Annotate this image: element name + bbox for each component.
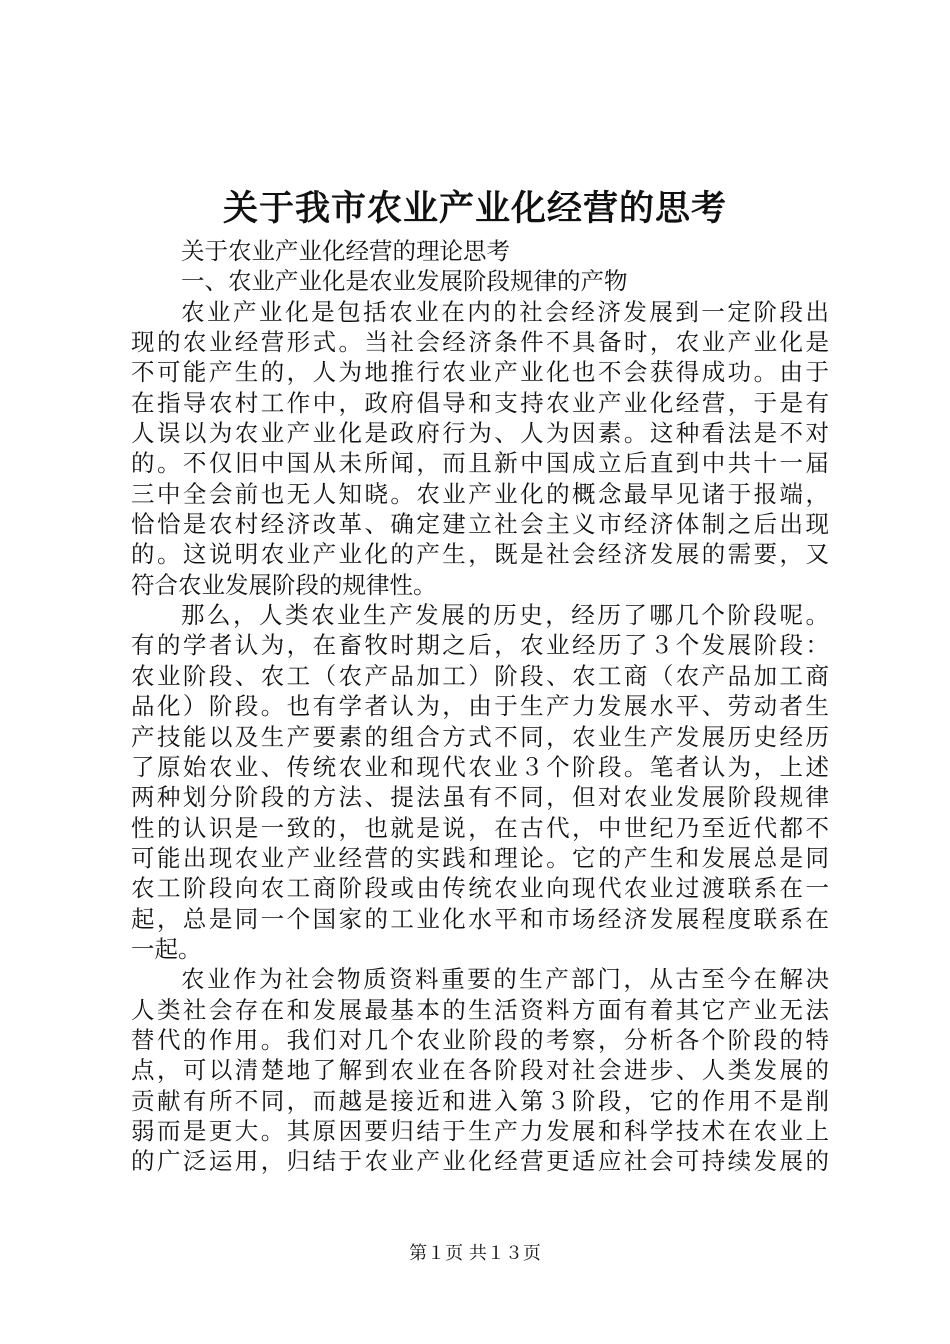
text-line: 的。这说明农业产业化的产生，既是社会经济发展的需要，又 xyxy=(131,540,829,569)
text-line: 农业作为社会物质资料重要的生产部门，从古至今在解决 xyxy=(181,965,829,994)
text-line: 的。不仅旧中国从未所闻，而且新中国成立后直到中共十一届 xyxy=(131,449,829,478)
text-line: 在指导农村工作中，政府倡导和支持农业产业化经营，于是有 xyxy=(131,388,829,417)
text-line: 农工阶段向农工商阶段或由传统农业向现代农业过渡联系在一 xyxy=(131,874,829,903)
text-line: 产技能以及生产要素的组合方式不同，农业生产发展历史经历 xyxy=(131,722,829,751)
text-line: 三中全会前也无人知晓。农业产业化的概念最早见诸于报端， xyxy=(131,479,829,508)
text-line: 点，可以清楚地了解到农业在各阶段对社会进步、人类发展的 xyxy=(131,1056,829,1085)
text-line: 恰恰是农村经济改革、确定建立社会主义市经济体制之后出现 xyxy=(131,510,829,539)
document-body xyxy=(131,236,829,1177)
page-number-footer: 第１页 共１３页 xyxy=(409,1243,541,1264)
text-line: 的广泛运用，归结于农业产业化经营更适应社会可持续发展的 xyxy=(131,1147,829,1176)
text-line: 两种划分阶段的方法、提法虽有不同，但对农业发展阶段规律 xyxy=(131,783,829,812)
text-line: 人类社会存在和发展最基本的生活资料方面有着其它产业无法 xyxy=(131,995,829,1024)
text-line: 起，总是同一个国家的工业化水平和市场经济发展程度联系在 xyxy=(131,904,829,933)
text-line: 现的农业经营形式。当社会经济条件不具备时，农业产业化是 xyxy=(131,328,829,357)
text-line: 人误以为农业产业化是政府行为、人为因素。这种看法是不对 xyxy=(131,419,829,448)
text-line: 可能出现农业产业经营的实践和理论。它的产生和发展总是同 xyxy=(131,843,829,872)
text-line: 农业产业化是包括农业在内的社会经济发展到一定阶段出 xyxy=(181,297,829,326)
text-line: 贡献有所不同，而越是接近和进入第３阶段，它的作用不是削 xyxy=(131,1086,829,1115)
text-line: 一、农业产业化是农业发展阶段规律的产物 xyxy=(181,267,628,296)
text-line: 有的学者认为，在畜牧时期之后，农业经历了３个发展阶段： xyxy=(131,631,829,660)
text-line: 那么，人类农业生产发展的历史，经历了哪几个阶段呢。 xyxy=(181,601,829,630)
text-line: 品化）阶段。也有学者认为，由于生产力发展水平、劳动者生 xyxy=(131,692,829,721)
text-line: 一起。 xyxy=(131,934,202,963)
text-line: 不可能产生的，人为地推行农业产业化也不会获得成功。由于 xyxy=(131,358,829,387)
document-title: 关于我市农业产业化经营的思考 xyxy=(222,189,727,229)
text-line: 农业阶段、农工（农产品加工）阶段、农工商（农产品加工商 xyxy=(131,661,829,690)
text-line: 符合农业发展阶段的规律性。 xyxy=(131,570,437,599)
text-line: 关于农业产业化经营的理论思考 xyxy=(181,237,510,265)
text-line: 了原始农业、传统农业和现代农业３个阶段。笔者认为，上述 xyxy=(131,752,829,781)
text-line: 性的认识是一致的，也就是说，在古代，中世纪乃至近代都不 xyxy=(131,813,829,842)
text-line: 弱而是更大。其原因要归结于生产力发展和科学技术在农业上 xyxy=(131,1116,829,1145)
text-line: 替代的作用。我们对几个农业阶段的考察，分析各个阶段的特 xyxy=(131,1025,829,1054)
